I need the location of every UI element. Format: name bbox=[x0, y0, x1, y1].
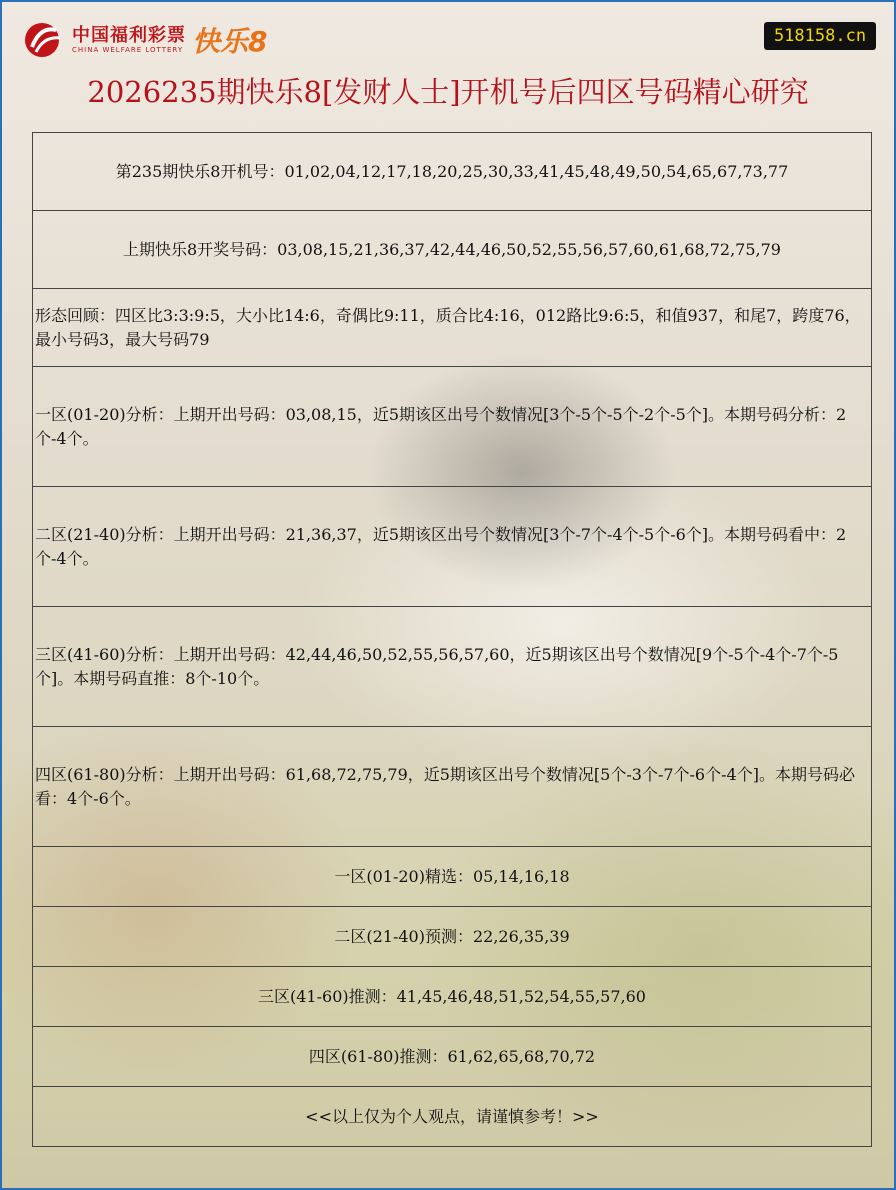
table-row bbox=[33, 607, 872, 727]
page-title: 2026235期快乐8[发财人士]开机号后四区号码精心研究 bbox=[87, 75, 809, 109]
table-row bbox=[33, 727, 872, 847]
last-draw-cell: 上期快乐8开奖号码：03,08,15,21,36,37,42,44,46,50,52,55,56,57,60,61,68,72,75,79 bbox=[33, 211, 872, 289]
analysis-table bbox=[32, 132, 872, 1147]
zone3-analysis-cell: 三区(41-60)分析：上期开出号码：42,44,46,50,52,55,56,57,60，近5期该区出号个数情况[9个-5个-4个-7个-5个]。本期号码直推：8个-10个。 bbox=[33, 607, 872, 727]
logo-en-text: CHINA WELFARE LOTTERY bbox=[72, 45, 184, 54]
disclaimer-cell: <<以上仅为个人观点，请谨慎参考！>> bbox=[33, 1087, 872, 1147]
zone4-analysis-cell: 四区(61-80)分析：上期开出号码：61,68,72,75,79，近5期该区出号个数情况[5个-3个-7个-6个-4个]。本期号码必看：4个-6个。 bbox=[33, 727, 872, 847]
kuaile8-brand: 快乐8 bbox=[192, 25, 268, 58]
pattern-review-cell: 形态回顾：四区比3:3:9:5，大小比14:6，奇偶比9:11，质合比4:16，012路比9:6:5，和值937，和尾7，跨度76，最小号码3，最大号码79 bbox=[33, 289, 872, 367]
zone2-analysis-cell: 二区(21-40)分析：上期开出号码：21,36,37，近5期该区出号个数情况[3个-7个-4个-5个-6个]。本期号码看中：2个-4个。 bbox=[33, 487, 872, 607]
zone4-pick-cell: 四区(61-80)推测：61,62,65,68,70,72 bbox=[33, 1027, 872, 1087]
table-row bbox=[33, 1027, 872, 1087]
zone1-pick-cell: 一区(01-20)精选：05,14,16,18 bbox=[33, 847, 872, 907]
table-row bbox=[33, 487, 872, 607]
site-badge[interactable]: 518158.cn bbox=[764, 22, 876, 50]
table-row bbox=[33, 367, 872, 487]
table-row bbox=[33, 1087, 872, 1147]
table-row bbox=[33, 907, 872, 967]
lottery-logo bbox=[22, 20, 267, 60]
welfare-lottery-logo-icon bbox=[22, 20, 66, 60]
zone2-pick-cell: 二区(21-40)预测：22,26,35,39 bbox=[33, 907, 872, 967]
table-row bbox=[33, 133, 872, 211]
zone1-analysis-cell: 一区(01-20)分析：上期开出号码：03,08,15，近5期该区出号个数情况[3个-5个-5个-2个-5个]。本期号码分析：2个-4个。 bbox=[33, 367, 872, 487]
logo-cn-text: 中国福利彩票 bbox=[72, 24, 186, 46]
table-row bbox=[33, 211, 872, 289]
table-row bbox=[33, 847, 872, 907]
open-numbers-cell: 第235期快乐8开机号：01,02,04,12,17,18,20,25,30,33,41,45,48,49,50,54,65,67,73,77 bbox=[33, 133, 872, 211]
table-row bbox=[33, 289, 872, 367]
table-row bbox=[33, 967, 872, 1027]
zone3-pick-cell: 三区(41-60)推测：41,45,46,48,51,52,54,55,57,60 bbox=[33, 967, 872, 1027]
